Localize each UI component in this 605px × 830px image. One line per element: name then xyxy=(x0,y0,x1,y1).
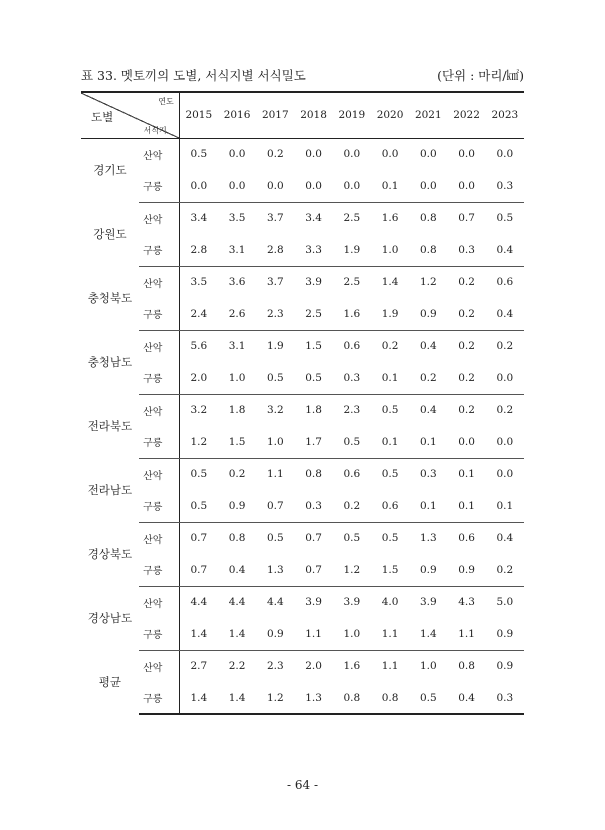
value-cell: 0.4 xyxy=(486,234,524,266)
value-cell: 0.0 xyxy=(486,362,524,394)
value-cell: 0.5 xyxy=(496,212,514,225)
value-cell: 0.4 xyxy=(496,532,514,545)
value-cell: 4.0 xyxy=(381,596,399,609)
value-cell: 2.5 xyxy=(343,276,361,289)
value-cell: 0.5 xyxy=(343,532,361,545)
value-cell: 3.1 xyxy=(228,340,246,353)
habitat-cell xyxy=(139,202,179,234)
value-cell: 0.0 xyxy=(458,148,475,161)
habitat-cell xyxy=(139,298,179,330)
value-cell: 0.4 xyxy=(218,554,256,586)
value-cell: 0.0 xyxy=(409,170,447,202)
value-cell: 1.6 xyxy=(333,298,371,330)
habitat-cell xyxy=(139,618,179,650)
value-cell: 0.1 xyxy=(409,426,447,458)
value-cell: 0.0 xyxy=(294,170,332,202)
value-cell: 1.3 xyxy=(419,532,437,545)
value-cell: 2.3 xyxy=(266,660,284,673)
habitat-cell xyxy=(139,362,179,394)
value-cell: 0.8 xyxy=(419,212,437,225)
year-header: 2023 xyxy=(486,92,524,138)
value-cell: 0.4 xyxy=(419,404,437,417)
year-header: 2015 xyxy=(179,92,218,138)
table-row xyxy=(81,554,524,586)
table-row xyxy=(81,490,524,522)
value-cell: 1.5 xyxy=(218,426,256,458)
value-cell: 1.2 xyxy=(256,682,294,714)
habitat-label: 구릉 xyxy=(143,694,163,705)
value-cell: 1.2 xyxy=(333,554,371,586)
value-cell: 0.1 xyxy=(371,362,409,394)
header-corner-cell xyxy=(81,92,179,138)
value-cell: 2.3 xyxy=(343,404,361,417)
year-header: 2019 xyxy=(333,92,371,138)
value-cell: 0.0 xyxy=(447,170,485,202)
habitat-cell xyxy=(139,170,179,202)
value-cell: 0.1 xyxy=(371,170,409,202)
value-cell: 0.5 xyxy=(179,490,218,522)
value-cell: 0.1 xyxy=(486,490,524,522)
table-body xyxy=(81,138,524,714)
value-cell: 2.3 xyxy=(256,298,294,330)
value-cell: 3.9 xyxy=(305,596,322,609)
value-cell: 2.5 xyxy=(294,298,332,330)
table-row xyxy=(81,650,524,682)
value-cell: 0.9 xyxy=(218,490,256,522)
value-cell: 3.7 xyxy=(266,276,284,289)
table-row xyxy=(81,586,524,618)
value-cell: 1.8 xyxy=(228,404,246,417)
value-cell: 2.8 xyxy=(256,234,294,266)
habitat-label: 산악 xyxy=(143,214,163,226)
value-cell: 0.5 xyxy=(381,532,399,545)
value-cell: 2.8 xyxy=(179,234,218,266)
habitat-label: 구릉 xyxy=(143,502,163,514)
value-cell: 0.5 xyxy=(294,362,332,394)
value-cell: 4.4 xyxy=(266,596,284,609)
value-cell: 3.4 xyxy=(190,212,208,225)
table-title: 표 33. 멧토끼의 도별, 서식지별 서식밀도 xyxy=(81,68,306,83)
habitat-label: 구릉 xyxy=(143,374,163,386)
value-cell: 2.0 xyxy=(305,660,322,673)
value-cell: 0.3 xyxy=(419,468,437,481)
table-row xyxy=(81,138,524,170)
value-cell: 2.4 xyxy=(179,298,218,330)
table-row xyxy=(81,682,524,714)
value-cell: 1.9 xyxy=(371,298,409,330)
value-cell: 0.2 xyxy=(409,362,447,394)
value-cell: 0.0 xyxy=(305,148,322,161)
habitat-label: 구릉 xyxy=(143,310,163,322)
habitat-label: 산악 xyxy=(143,470,163,482)
value-cell: 1.6 xyxy=(381,212,399,225)
value-cell: 1.5 xyxy=(371,554,409,586)
habitat-cell xyxy=(139,522,179,554)
region-cell: 평균 xyxy=(98,675,122,689)
value-cell: 1.9 xyxy=(266,340,284,353)
habitat-cell xyxy=(139,458,179,490)
habitat-label: 구릉 xyxy=(143,630,163,642)
value-cell: 0.9 xyxy=(486,618,524,650)
habitat-label: 구릉 xyxy=(143,246,163,258)
value-cell: 0.3 xyxy=(486,682,524,714)
density-table xyxy=(81,91,524,715)
value-cell: 0.9 xyxy=(496,660,514,673)
value-cell: 2.2 xyxy=(228,660,246,673)
table-row xyxy=(81,426,524,458)
value-cell: 1.0 xyxy=(256,426,294,458)
year-header: 2016 xyxy=(218,92,256,138)
value-cell: 0.7 xyxy=(190,532,208,545)
habitat-label: 산악 xyxy=(143,534,163,546)
region-cell: 경상북도 xyxy=(87,547,133,561)
value-cell: 1.5 xyxy=(305,340,322,353)
value-cell: 1.0 xyxy=(333,618,371,650)
year-header: 2022 xyxy=(447,92,485,138)
value-cell: 0.5 xyxy=(409,682,447,714)
habitat-cell xyxy=(139,650,179,682)
value-cell: 0.7 xyxy=(305,532,322,545)
value-cell: 0.1 xyxy=(371,426,409,458)
value-cell: 0.3 xyxy=(486,170,524,202)
habitat-cell xyxy=(139,426,179,458)
value-cell: 0.6 xyxy=(343,468,361,481)
value-cell: 1.2 xyxy=(419,276,437,289)
value-cell: 0.4 xyxy=(419,340,437,353)
value-cell: 0.0 xyxy=(333,170,371,202)
value-cell: 5.0 xyxy=(496,596,514,609)
value-cell: 1.4 xyxy=(179,618,218,650)
value-cell: 3.4 xyxy=(305,212,322,225)
value-cell: 1.1 xyxy=(381,660,399,673)
year-header: 2018 xyxy=(294,92,332,138)
value-cell: 0.2 xyxy=(486,554,524,586)
value-cell: 1.8 xyxy=(305,404,322,417)
value-cell: 1.4 xyxy=(218,618,256,650)
habitat-cell xyxy=(139,682,179,714)
value-cell: 3.3 xyxy=(294,234,332,266)
value-cell: 0.9 xyxy=(256,618,294,650)
value-cell: 0.2 xyxy=(496,340,514,353)
value-cell: 0.6 xyxy=(371,490,409,522)
header-habitat-label: 서식지 xyxy=(143,125,167,135)
habitat-cell xyxy=(139,330,179,362)
habitat-cell xyxy=(139,394,179,426)
habitat-label: 구릉 xyxy=(143,566,163,578)
habitat-label: 산악 xyxy=(143,342,163,354)
value-cell: 3.6 xyxy=(228,276,246,289)
value-cell: 0.5 xyxy=(381,468,399,481)
value-cell: 0.4 xyxy=(447,682,485,714)
value-cell: 0.0 xyxy=(419,148,437,161)
table-row xyxy=(81,170,524,202)
value-cell: 3.7 xyxy=(266,212,284,225)
value-cell: 1.4 xyxy=(218,682,256,714)
value-cell: 0.7 xyxy=(458,212,475,225)
value-cell: 1.7 xyxy=(294,426,332,458)
value-cell: 0.2 xyxy=(496,404,514,417)
value-cell: 1.9 xyxy=(333,234,371,266)
table-row xyxy=(81,458,524,490)
table-row xyxy=(81,234,524,266)
year-header: 2021 xyxy=(409,92,447,138)
value-cell: 0.5 xyxy=(266,532,284,545)
value-cell: 5.6 xyxy=(190,340,208,353)
value-cell: 0.2 xyxy=(458,404,475,417)
value-cell: 3.9 xyxy=(419,596,437,609)
value-cell: 0.5 xyxy=(381,404,399,417)
region-cell: 전라남도 xyxy=(87,483,133,497)
value-cell: 1.4 xyxy=(381,276,399,289)
value-cell: 0.7 xyxy=(256,490,294,522)
value-cell: 0.5 xyxy=(190,468,208,481)
value-cell: 0.8 xyxy=(333,682,371,714)
value-cell: 1.1 xyxy=(294,618,332,650)
value-cell: 1.1 xyxy=(447,618,485,650)
year-header: 2017 xyxy=(256,92,294,138)
table-row xyxy=(81,394,524,426)
value-cell: 0.2 xyxy=(458,340,475,353)
value-cell: 0.2 xyxy=(333,490,371,522)
region-cell: 경기도 xyxy=(93,163,127,178)
table-row xyxy=(81,202,524,234)
habitat-label: 구릉 xyxy=(143,438,163,450)
value-cell: 0.2 xyxy=(447,298,485,330)
value-cell: 0.8 xyxy=(409,234,447,266)
value-cell: 0.2 xyxy=(447,362,485,394)
value-cell: 1.3 xyxy=(256,554,294,586)
value-cell: 1.1 xyxy=(266,468,284,481)
value-cell: 2.5 xyxy=(343,212,361,225)
value-cell: 0.6 xyxy=(343,340,361,353)
table-row xyxy=(81,330,524,362)
value-cell: 3.9 xyxy=(343,596,361,609)
value-cell: 0.5 xyxy=(333,426,371,458)
region-cell: 충청남도 xyxy=(87,355,133,369)
value-cell: 1.3 xyxy=(294,682,332,714)
value-cell: 3.5 xyxy=(190,276,208,289)
value-cell: 0.2 xyxy=(228,468,246,481)
value-cell: 0.0 xyxy=(496,468,514,481)
value-cell: 0.0 xyxy=(447,426,485,458)
table-caption xyxy=(81,66,524,86)
region-cell: 전라북도 xyxy=(87,419,133,433)
value-cell: 3.5 xyxy=(228,212,246,225)
table-row xyxy=(81,618,524,650)
value-cell: 0.8 xyxy=(305,468,322,481)
value-cell: 0.9 xyxy=(409,298,447,330)
value-cell: 0.7 xyxy=(179,554,218,586)
header-year-label: 연도 xyxy=(158,97,174,106)
value-cell: 1.4 xyxy=(179,682,218,714)
habitat-cell xyxy=(139,554,179,586)
value-cell: 4.4 xyxy=(228,596,246,609)
value-cell: 3.9 xyxy=(305,276,322,289)
value-cell: 0.2 xyxy=(458,276,475,289)
value-cell: 0.0 xyxy=(496,148,514,161)
value-cell: 2.0 xyxy=(179,362,218,394)
value-cell: 1.2 xyxy=(179,426,218,458)
header-region-label: 도별 xyxy=(91,110,114,124)
value-cell: 0.9 xyxy=(447,554,485,586)
habitat-cell xyxy=(139,586,179,618)
value-cell: 0.5 xyxy=(190,148,208,161)
value-cell: 0.1 xyxy=(458,468,475,481)
value-cell: 0.1 xyxy=(447,490,485,522)
value-cell: 0.8 xyxy=(371,682,409,714)
value-cell: 3.2 xyxy=(190,404,208,417)
value-cell: 0.0 xyxy=(179,170,218,202)
table-row xyxy=(81,298,524,330)
year-header: 2020 xyxy=(371,92,409,138)
page-number: - 64 - xyxy=(286,778,318,792)
table-row xyxy=(81,266,524,298)
value-cell: 1.4 xyxy=(409,618,447,650)
value-cell: 0.3 xyxy=(294,490,332,522)
habitat-label: 산악 xyxy=(143,406,163,418)
habitat-label: 산악 xyxy=(143,662,163,674)
value-cell: 0.1 xyxy=(409,490,447,522)
habitat-label: 구릉 xyxy=(143,182,163,194)
table-row xyxy=(81,362,524,394)
value-cell: 3.1 xyxy=(218,234,256,266)
value-cell: 0.0 xyxy=(381,148,399,161)
habitat-label: 산악 xyxy=(143,598,163,610)
value-cell: 4.4 xyxy=(190,596,208,609)
value-cell: 0.3 xyxy=(447,234,485,266)
value-cell: 0.5 xyxy=(256,362,294,394)
value-cell: 0.7 xyxy=(294,554,332,586)
value-cell: 0.0 xyxy=(486,426,524,458)
value-cell: 3.2 xyxy=(266,404,284,417)
table-header-row xyxy=(81,92,524,138)
habitat-label: 산악 xyxy=(143,150,163,162)
value-cell: 2.6 xyxy=(218,298,256,330)
habitat-cell xyxy=(139,138,179,170)
value-cell: 0.6 xyxy=(458,532,475,545)
habitat-label: 산악 xyxy=(143,278,163,290)
value-cell: 1.0 xyxy=(419,660,437,673)
habitat-cell xyxy=(139,266,179,298)
region-cell: 강원도 xyxy=(93,227,127,241)
value-cell: 0.0 xyxy=(218,170,256,202)
value-cell: 0.8 xyxy=(228,532,246,545)
region-cell: 충청북도 xyxy=(87,291,133,305)
value-cell: 1.1 xyxy=(371,618,409,650)
value-cell: 0.6 xyxy=(496,276,514,289)
value-cell: 0.0 xyxy=(343,148,361,161)
value-cell: 0.4 xyxy=(486,298,524,330)
habitat-cell xyxy=(139,234,179,266)
value-cell: 0.3 xyxy=(333,362,371,394)
value-cell: 1.0 xyxy=(218,362,256,394)
value-cell: 0.2 xyxy=(266,148,284,161)
value-cell: 0.2 xyxy=(381,340,399,353)
value-cell: 0.9 xyxy=(409,554,447,586)
value-cell: 1.0 xyxy=(371,234,409,266)
value-cell: 4.3 xyxy=(458,596,475,609)
value-cell: 2.7 xyxy=(190,660,208,673)
habitat-cell xyxy=(139,490,179,522)
region-cell: 경상남도 xyxy=(87,611,133,625)
value-cell: 0.0 xyxy=(256,170,294,202)
value-cell: 0.8 xyxy=(458,660,475,673)
value-cell: 1.6 xyxy=(343,660,361,673)
value-cell: 0.0 xyxy=(228,148,246,161)
table-row xyxy=(81,522,524,554)
unit-label: (단위 : 마리/㎢) xyxy=(437,68,524,83)
